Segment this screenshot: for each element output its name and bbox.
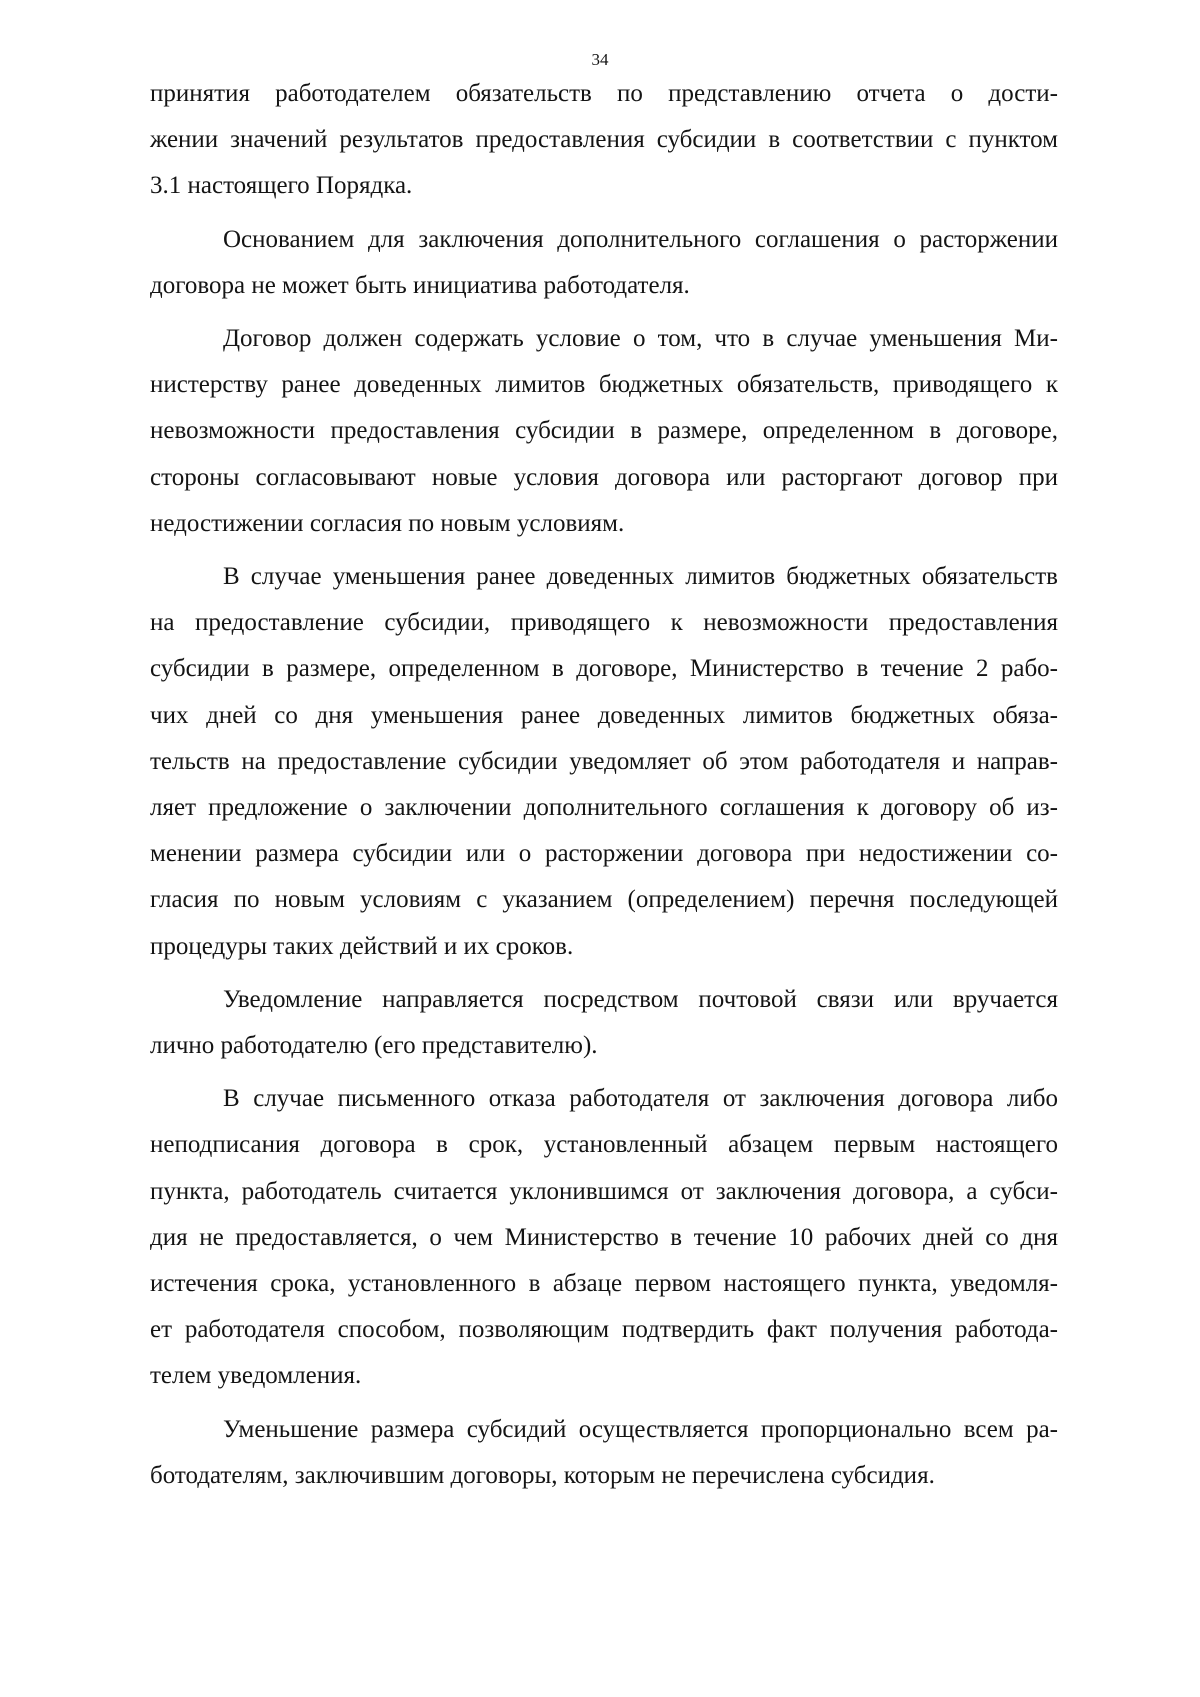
body-text: [150, 71, 1058, 1499]
text-line: ляет предложение о заключении дополнительного соглашения к договору об из-: [150, 794, 1058, 822]
text-line: В случае уменьшения ранее доведенных лимитов бюджетных обязательств: [223, 563, 1058, 591]
paragraph: [150, 1407, 1058, 1499]
text-line: пункта, работодатель считается уклонившимся от заключения договора, а субси-: [150, 1177, 1058, 1205]
text-line: телем уведомления.: [150, 1362, 362, 1390]
text-line: дия не предоставляется, о чем Министерство в течение 10 рабочих дней со дня: [150, 1223, 1058, 1251]
text-line: менении размера субсидии или о расторжении договора при недостижении со-: [150, 840, 1058, 868]
text-line: стороны согласовывают новые условия договора или расторгают договор при: [150, 463, 1058, 491]
text-line: невозможности предоставления субсидии в размере, определенном в договоре,: [150, 417, 1058, 445]
paragraph: [150, 554, 1058, 970]
text-line: неподписания договора в срок, установленный абзацем первым настоящего: [150, 1131, 1058, 1159]
text-line: ботодателям, заключившим договоры, которым не перечислена субсидия.: [150, 1461, 935, 1489]
paragraph: [150, 217, 1058, 309]
text-line: Основанием для заключения дополнительного соглашения о расторжении: [223, 225, 1058, 253]
paragraph: [150, 1076, 1058, 1399]
text-line: субсидии в размере, определенном в договоре, Министерство в течение 2 рабо-: [150, 655, 1058, 683]
text-line: принятия работодателем обязательств по представлению отчета о дости-: [150, 80, 1058, 107]
page-number: 34: [591, 50, 609, 69]
text-line: ет работодателя способом, позволяющим подтвердить факт получения работода-: [150, 1316, 1058, 1344]
text-line: тельств на предоставление субсидии уведомляет об этом работодателя и направ-: [150, 747, 1058, 775]
text-line: нистерству ранее доведенных лимитов бюджетных обязательств, приводящего к: [150, 371, 1058, 399]
text-line: жении значений результатов предоставления субсидии в соответствии с пунктом: [150, 126, 1058, 154]
paragraph: [150, 316, 1058, 547]
text-line: договора не может быть инициатива работодателя.: [150, 271, 690, 299]
text-line: лично работодателю (его представителю).: [150, 1032, 598, 1060]
text-line: чих дней со дня уменьшения ранее доведенных лимитов бюджетных обяза-: [150, 701, 1058, 729]
text-line: недостижении согласия по новым условиям.: [150, 509, 625, 537]
text-line: на предоставление субсидии, приводящего к невозможности предоставления: [150, 609, 1058, 637]
paragraph: [150, 977, 1058, 1069]
text-line: Уменьшение размера субсидий осуществляется пропорционально всем ра-: [223, 1415, 1058, 1443]
text-line: процедуры таких действий и их сроков.: [150, 932, 574, 960]
text-line: Уведомление направляется посредством почтовой связи или вручается: [223, 985, 1058, 1013]
text-line: гласия по новым условиям с указанием (определением) перечня последующей: [150, 886, 1058, 914]
text-line: 3.1 настоящего Порядка.: [150, 172, 413, 200]
text-line: истечения срока, установленного в абзаце первом настоящего пункта, уведомля-: [150, 1270, 1058, 1298]
text-line: Договор должен содержать условие о том, что в случае уменьшения Ми-: [223, 325, 1058, 353]
paragraph: [150, 71, 1058, 210]
text-line: В случае письменного отказа работодателя от заключения договора либо: [223, 1085, 1058, 1113]
